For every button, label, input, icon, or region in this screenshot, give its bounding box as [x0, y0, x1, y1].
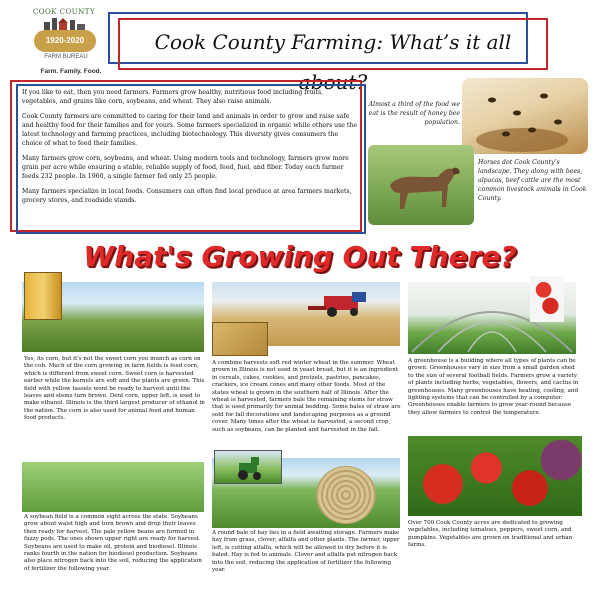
horse-photo — [368, 145, 474, 225]
vegetables-photo — [408, 436, 582, 516]
tractor-inset-photo — [214, 450, 282, 484]
greenhouse-caption: A greenhouse is a building where all types of plants can be grown. Greenhouses vary in size from a small garden shed to the size of several football fields. Farmers grow a variety of plants including herbs, vegetables, flowers, and cactus in greenhouses. Many greenhouses have heating, cooling, and lighting systems that can be controlled by a computer. Greenhouses enable farmers to grow year-round because they allow farmers to control the temperature. — [408, 358, 579, 416]
bees-photo — [462, 78, 588, 154]
page-title: Cook County Farming: What’s it all about? — [154, 30, 512, 94]
vegetables-caption: Over 700 Cook County acres are dedicated to growing vegetables, including tomatoes, peppers, sweet corn, and pumpkins. Vegetables are grown on traditional and urban farms. — [408, 520, 573, 549]
logo-tagline: Farm. Family. Food. — [40, 68, 102, 75]
wheat-caption: A combine harvests soft red winter wheat in the summer. Wheat grown in Illinois is not used in yeast bread, but it is an ingredient in cereals, cakes, cookies, and pretzels, pastries, pancakes, crackers, ice cream cones and many other foods. Most of the states wheat is grown in the southern half of Illinois. After the wheat is harvested, farmers bale the remaining stems for straw that is used primarily for animal bedding. Some bales of straw are sold for fall decorations and landscaping purposes as a ground cover. Many times after the wheat is harvested, a second crop, such as soybeans, can be planted and harvested in the fall. — [212, 360, 401, 433]
intro-paragraph-2: Cook County farmers are committed to caring for their land and animals in order to grow and raise safe and healthy food for their families and for yours. Some farmers specialized in organic while others use the latest technology and farming practices, including biotechnology. This diversity gives consumers the choice of what to feed their families. — [22, 113, 358, 147]
hay-caption: A round bale of hay lies in a field awaiting storage. Farmers make hay from grass, clover, alfalfa and other plants. The farmer, upper left, is cutting alfalfa, which will be allowed to dry before it is baled. Hay is fed to animals. Clover and alfalfa put nitrogen back into the soil, reducing the application of fertilizer the following year. — [212, 530, 400, 574]
bee-icon — [462, 78, 588, 154]
soybean-field-photo — [22, 462, 204, 512]
corn-caption: Yes, its corn, but it's not the sweet corn you munch as corn on the cob. Much of the corn growing in farm fields is feed corn, which is different from sweet corn. Sweet corn is harvested earlier while the kernels are soft and the plants are green. This field with yellow tassels wont be ready to harvest until the leaves and stems turn brown. Dent corn, upper left, is used to make ethanol. Illinois is the third largest producer of ethanol in the nation. The corn is also used for animal feed and human food products. — [24, 356, 205, 422]
wheat-inset-photo — [212, 322, 268, 356]
horse-caption: Horses dot Cook County’s landscape. They along with bees, alpacas, beef cattle are the most common livestock animals in Cook County. — [478, 159, 587, 202]
tractor-icon — [215, 451, 283, 485]
section-heading: What's Growing Out There? — [83, 240, 517, 273]
bee-caption: Almost a third of the food we eat is the result of honey bee population. — [368, 101, 460, 126]
logo-sub: FARM BUREAU — [44, 54, 88, 60]
intro-paragraph-4: Many farmers specialize in local foods. Consumers can often find local produce at area farmers markets, grocery stores, and roadside stands. — [22, 188, 352, 204]
intro-paragraph-3: Many farmers grow corn, soybeans, and wheat. Using modern tools and technology, farmers grow more grain per acre while ensuring a stable, reliable supply of food, feed, fuel, and fiber. Today each farmer feeds 232 people. In 1960, a single farmer fed only 25 people. — [22, 155, 349, 180]
horse-icon — [368, 145, 474, 225]
soybean-caption: A soybean field is a common sight across the state. Soybeans grow about waist high and turn brown and drop their leaves then ready for harvest. The pale yellow beans are formed in fuzzy pods. The ones shown upper right are ready for harvest. Soybeans are used to make oil, protein and biodiesel. Illinois ranks fourth in the nation for biodiesel production. Soybeans also place nitrogen back into the soil, reducing the application of fertilizer the following year. — [24, 514, 202, 572]
farm-bureau-logo — [24, 8, 114, 78]
logo-badge: 1920-2020 — [34, 30, 96, 52]
logo-arc-text: COOK COUNTY — [32, 8, 96, 16]
intro-text — [22, 88, 358, 211]
dent-corn-inset-photo — [24, 272, 62, 320]
intro-paragraph-1: If you like to eat, then you need farmers. Farmers grow healthy, nutritious food including fruits, vegetables, and grains like corn, soybeans, and wheat. They also raise animals. — [22, 89, 324, 105]
tomato-inset-photo — [530, 276, 564, 322]
hay-bale-icon — [316, 466, 376, 524]
